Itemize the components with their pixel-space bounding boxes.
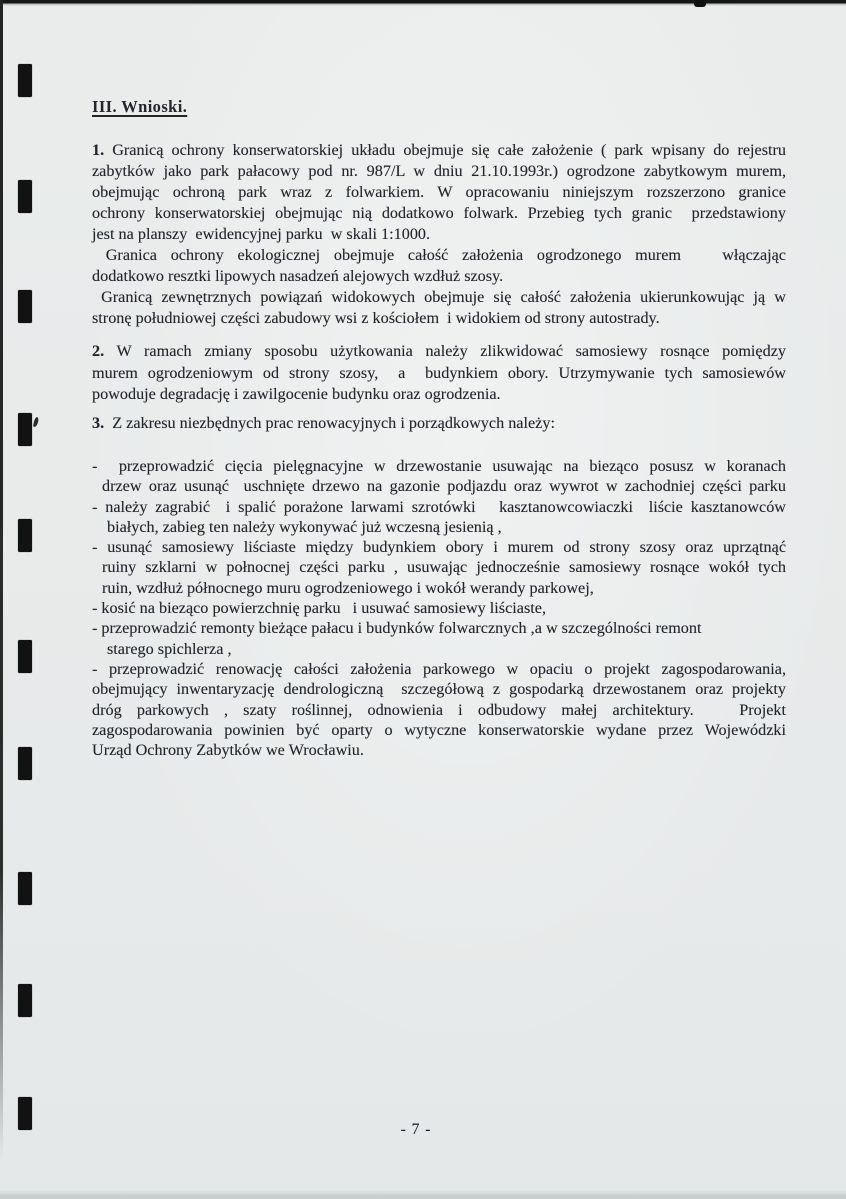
text-line: - przeprowadzić renowację całości założenia parkowego w opaciu o projekt zagospodarowania, [92, 659, 786, 678]
text-line: 3. Z zakresu niezbędnych prac renowacyjnych i porządkowych należy: [92, 414, 555, 432]
binding-mark [18, 984, 32, 1017]
binding-mark [18, 413, 32, 446]
scan-top-edge [0, 0, 846, 6]
scan-top-notch [694, 0, 706, 7]
text-line: Granicą zewnętrznych powiązań widokowych obejmuje się całość założenia ukierunkowując ją w [92, 288, 786, 306]
text-line: powoduje degradację i zawilgocenie budynku oraz ogrodzenia. [92, 385, 501, 403]
text-line: - usunąć samosiewy liściaste między budynkiem obory i murem od strony szosy oraz uprzątnąć [92, 538, 786, 557]
scan-left-edge [0, 0, 3, 1160]
text-line: Urząd Ochrony Zabytków we Wrocławiu. [92, 741, 364, 760]
text-line: zabytków jako park pałacowy pod nr. 987/L w dniu 21.10.1993r.) ogrodzone zabytkowym murem, [92, 162, 786, 180]
text-line: dróg parkowych , szaty roślinnej, odnowienia i odbudowy małej architektury. Projekt [92, 700, 786, 719]
text-line: drzew oraz usunąć uschnięte drzewo na gazonie podjazdu oraz wywrot w zachodniej części parku [102, 477, 786, 496]
binding-mark [18, 519, 32, 552]
text-line: ruiny szklarni w połnocnej części parku , usuwając jednocześnie samosiewy rosnące wokół tych [102, 558, 786, 577]
binding-mark [18, 290, 32, 323]
paragraph-1 [92, 140, 786, 329]
text-line: - kosić na bieząco powierzchnię parku i usuwać samosiewy liściaste, [92, 599, 546, 618]
paragraph-2 [92, 341, 786, 406]
page-number: - 7 - [400, 1121, 432, 1138]
paragraph-3-intro [92, 413, 786, 434]
text-line: - przeprowadzić cięcia pielęgnacyjne w drzewostanie usuwając na bieząco posusz w koranach [92, 457, 786, 475]
text-line: ochrony konserwatorskiej obejmując nią dodatkowo folwark. Przebieg tych granic przedstawiony [92, 204, 786, 222]
text-line: białych, zabieg ten należy wykonywać już wczesną jesienią , [107, 517, 502, 536]
binding-mark [18, 64, 32, 97]
ink-speck [33, 417, 39, 428]
text-line: - należy zagrabić i spalić porażone larwami szrotówki kasztanowcowiaczki liście kasztanowców [92, 497, 786, 516]
text-line: stronę południowej części zabudowy wsi z kościołem i widokiem od strony autostrady. [92, 309, 660, 327]
text-line: jest na planszy ewidencyjnej parku w skali 1:1000. [92, 225, 431, 243]
text-line: starego spichlerza , [107, 639, 232, 658]
binding-mark [18, 747, 32, 780]
text-line: murem ogrodzeniowym od strony szosy, a budynkiem obory. Utrzymywanie tych samosiewów [92, 363, 786, 382]
text-line: zagospodarowania powinien być oparty o wytyczne konserwatorskie wydane przez Wojewódzki [92, 720, 786, 739]
binding-mark [18, 640, 32, 673]
scan-bottom-edge [0, 1190, 846, 1199]
text-line: obejmujący inwentaryzację dendrologiczną szczegółową z gospodarką drzewostanem oraz projekty [92, 680, 786, 699]
text-line: 1. Granicą ochrony konserwatorskiej układu obejmuje się całe założenie ( park wpisany do rejestru [92, 141, 786, 159]
task-list [92, 456, 786, 760]
text-line: obejmując ochroną park wraz z folwarkiem. W opracowaniu niniejszym rozszerzono granice [92, 183, 786, 201]
text-line: - przeprowadzić remonty bieżące pałacu i budynków folwarcznych ,a w szczególności remont [92, 619, 702, 638]
binding-mark [18, 872, 32, 905]
binding-mark [18, 180, 32, 213]
section-heading: III. Wnioski. [92, 97, 188, 116]
text-line: dodatkowo resztki lipowych nasadzeń alejowych wzdłuż szosy. [92, 267, 504, 285]
text-line: Granica ochrony ekologicznej obejmuje całość założenia ogrodzonego murem włączając [92, 246, 786, 264]
text-line: ruin, wzdłuż północnego muru ogrodzeniowego i wokół werandy parkowej, [102, 578, 594, 597]
text-line: 2. W ramach zmiany sposobu użytkowania należy zlikwidować samosiewy rosnące pomiędzy [92, 342, 786, 360]
